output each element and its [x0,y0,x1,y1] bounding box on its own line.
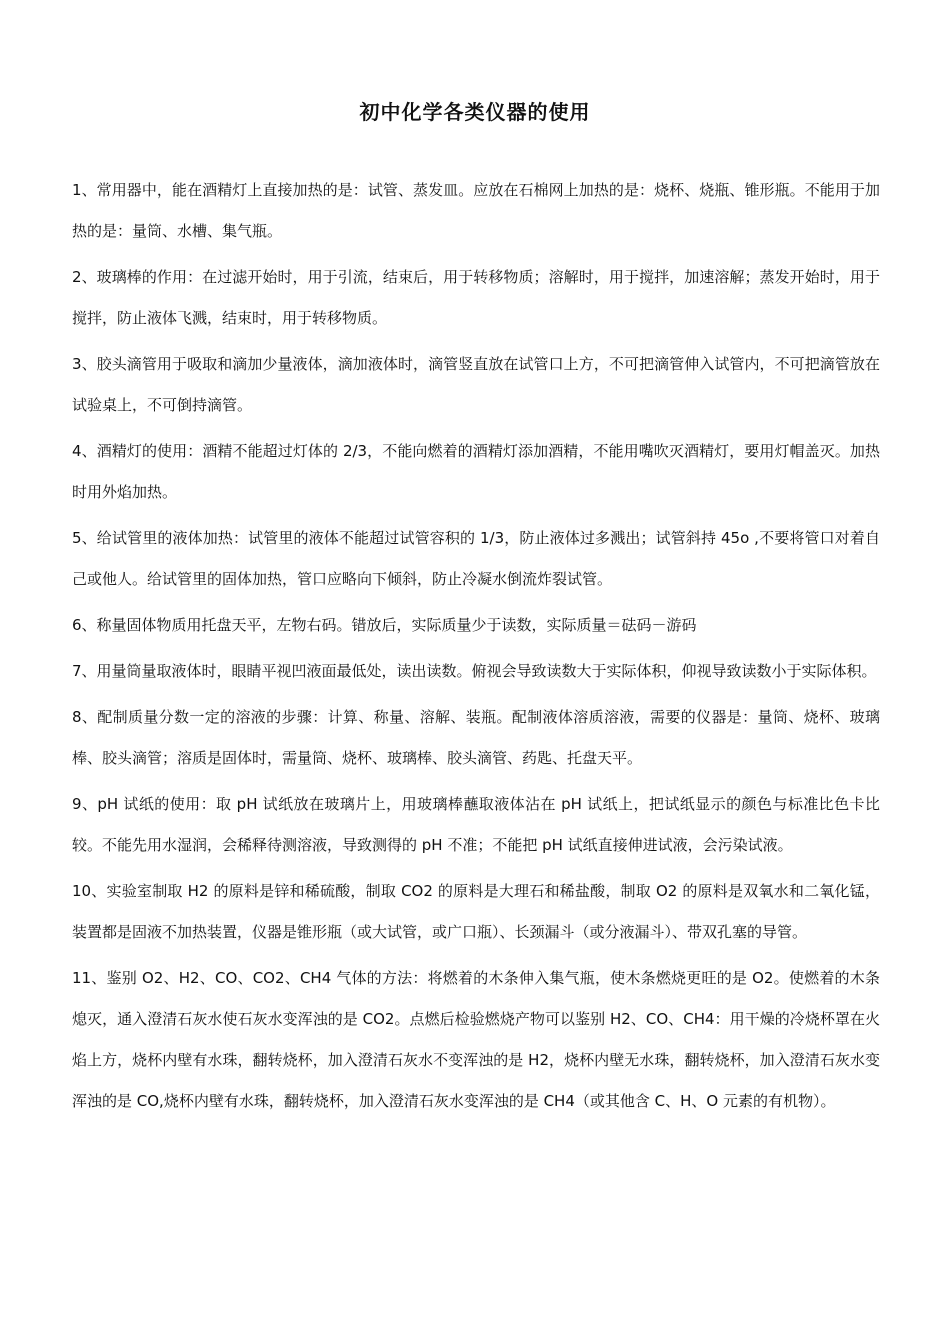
paragraph-1: 1、常用器中，能在酒精灯上直接加热的是：试管、蒸发皿。应放在石棉网上加热的是：烧杯、烧瓶、锥形瓶。不能用于加热的是：量筒、水槽、集气瓶。 [72,181,880,240]
paragraph-7: 7、用量筒量取液体时，眼睛平视凹液面最低处，读出读数。俯视会导致读数大于实际体积，仰视导致读数小于实际体积。 [72,662,877,680]
document-body [72,170,880,1127]
paragraph-10: 10、实验室制取 H2 的原料是锌和稀硫酸，制取 CO2 的原料是大理石和稀盐酸，制取 O2 的原料是双氧水和二氧化锰，装置都是固液不加热装置，仪器是锥形瓶（或大试管，或广口瓶）、长颈漏斗（或分液漏斗）、带双孔塞的导管。 [72,882,880,941]
paragraph-3: 3、胶头滴管用于吸取和滴加少量液体，滴加液体时，滴管竖直放在试管口上方，不可把滴管伸入试管内，不可把滴管放在试验桌上，不可倒持滴管。 [72,355,880,414]
paragraph-9: 9、pH 试纸的使用：取 pH 试纸放在玻璃片上，用玻璃棒蘸取液体沾在 pH 试纸上，把试纸显示的颜色与标准比色卡比较。不能先用水湿润，会稀释待测溶液，导致测得的 pH 不准；不能把 pH 试纸直接伸进试液，会污染试液。 [72,795,880,854]
page-title: 初中化学各类仪器的使用 [359,100,591,124]
paragraph-8: 8、配制质量分数一定的溶液的步骤：计算、称量、溶解、装瓶。配制液体溶质溶液，需要的仪器是：量筒、烧杯、玻璃棒、胶头滴管；溶质是固体时，需量筒、烧杯、玻璃棒、胶头滴管、药匙、托盘天平。 [72,708,880,767]
paragraph-5: 5、给试管里的液体加热：试管里的液体不能超过试管容积的 1/3，防止液体过多溅出；试管斜持 45o ,不要将管口对着自己或他人。给试管里的固体加热，管口应略向下倾斜，防止冷凝水倒流炸裂试管。 [72,529,880,588]
paragraph-2: 2、玻璃棒的作用：在过滤开始时，用于引流，结束后，用于转移物质；溶解时，用于搅拌，加速溶解；蒸发开始时，用于搅拌，防止液体飞溅，结束时，用于转移物质。 [72,268,880,327]
paragraph-4: 4、酒精灯的使用：酒精不能超过灯体的 2/3，不能向燃着的酒精灯添加酒精，不能用嘴吹灭酒精灯，要用灯帽盖灭。加热时用外焰加热。 [72,442,880,501]
paragraph-6: 6、称量固体物质用托盘天平，左物右码。错放后，实际质量少于读数，实际质量＝砝码－游码 [72,616,697,634]
paragraph-11: 11、鉴别 O2、H2、CO、CO2、CH4 气体的方法：将燃着的木条伸入集气瓶，使木条燃烧更旺的是 O2。使燃着的木条熄灭，通入澄清石灰水使石灰水变浑浊的是 CO2。点燃后检验燃烧产物可以鉴别 H2、CO、CH4：用干燥的冷烧杯罩在火焰上方，烧杯内壁有水珠，翻转烧杯，加入澄清石灰水不变浑浊的是 H2，烧杯内壁无水珠，翻转烧杯，加入澄清石灰水变浑浊的是 CO,烧杯内壁有水珠，翻转烧杯，加入澄清石灰水变浑浊的是 CH4（或其他含 C、H、O 元素的有机物）。 [72,969,880,1110]
